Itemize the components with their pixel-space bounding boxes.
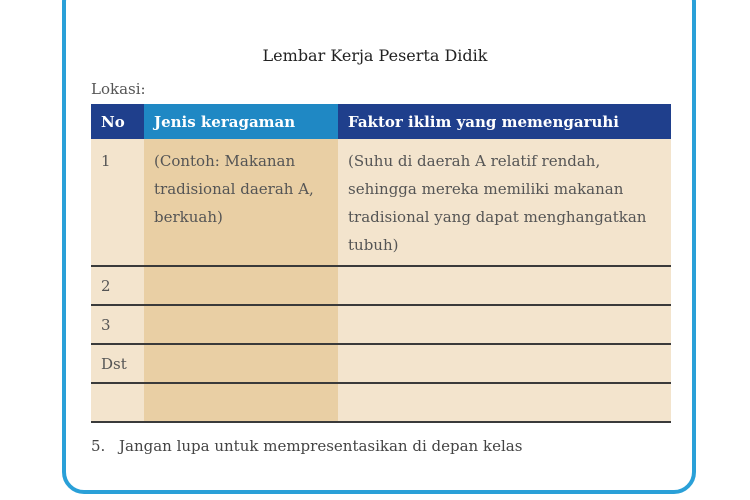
column-header-no: No	[91, 104, 144, 139]
cell-no: 3	[91, 305, 144, 344]
cell-no	[91, 383, 144, 422]
column-header-jenis: Jenis keragaman	[144, 104, 338, 139]
cell-jenis	[144, 305, 338, 344]
table-row	[91, 344, 671, 383]
cell-faktor	[338, 266, 671, 305]
table-row	[91, 305, 671, 344]
cell-jenis	[144, 266, 338, 305]
cell-faktor	[338, 383, 671, 422]
cell-no: 2	[91, 266, 144, 305]
instruction-number: 5.	[91, 437, 106, 455]
cell-faktor	[338, 344, 671, 383]
instruction-item	[91, 437, 522, 455]
page-title: Lembar Kerja Peserta Didik	[262, 46, 488, 65]
table-header-row	[91, 104, 671, 139]
instruction-text: Jangan lupa untuk mempresentasikan di depan kelas	[119, 437, 523, 455]
worksheet-table	[91, 104, 671, 423]
cell-jenis	[144, 344, 338, 383]
cell-no: 1	[91, 139, 144, 266]
cell-jenis	[144, 383, 338, 422]
table-row	[91, 266, 671, 305]
cell-no: Dst	[91, 344, 144, 383]
location-label: Lokasi:	[91, 80, 146, 98]
table-row	[91, 139, 671, 266]
cell-faktor: (Suhu di daerah A relatif rendah, sehingga mereka memiliki makanan tradisional yang dapat menghangatkan tubuh)	[338, 139, 671, 266]
table-row	[91, 383, 671, 422]
cell-jenis: (Contoh: Makanan tradisional daerah A, berkuah)	[144, 139, 338, 266]
column-header-faktor: Faktor iklim yang memengaruhi	[338, 104, 671, 139]
cell-faktor	[338, 305, 671, 344]
